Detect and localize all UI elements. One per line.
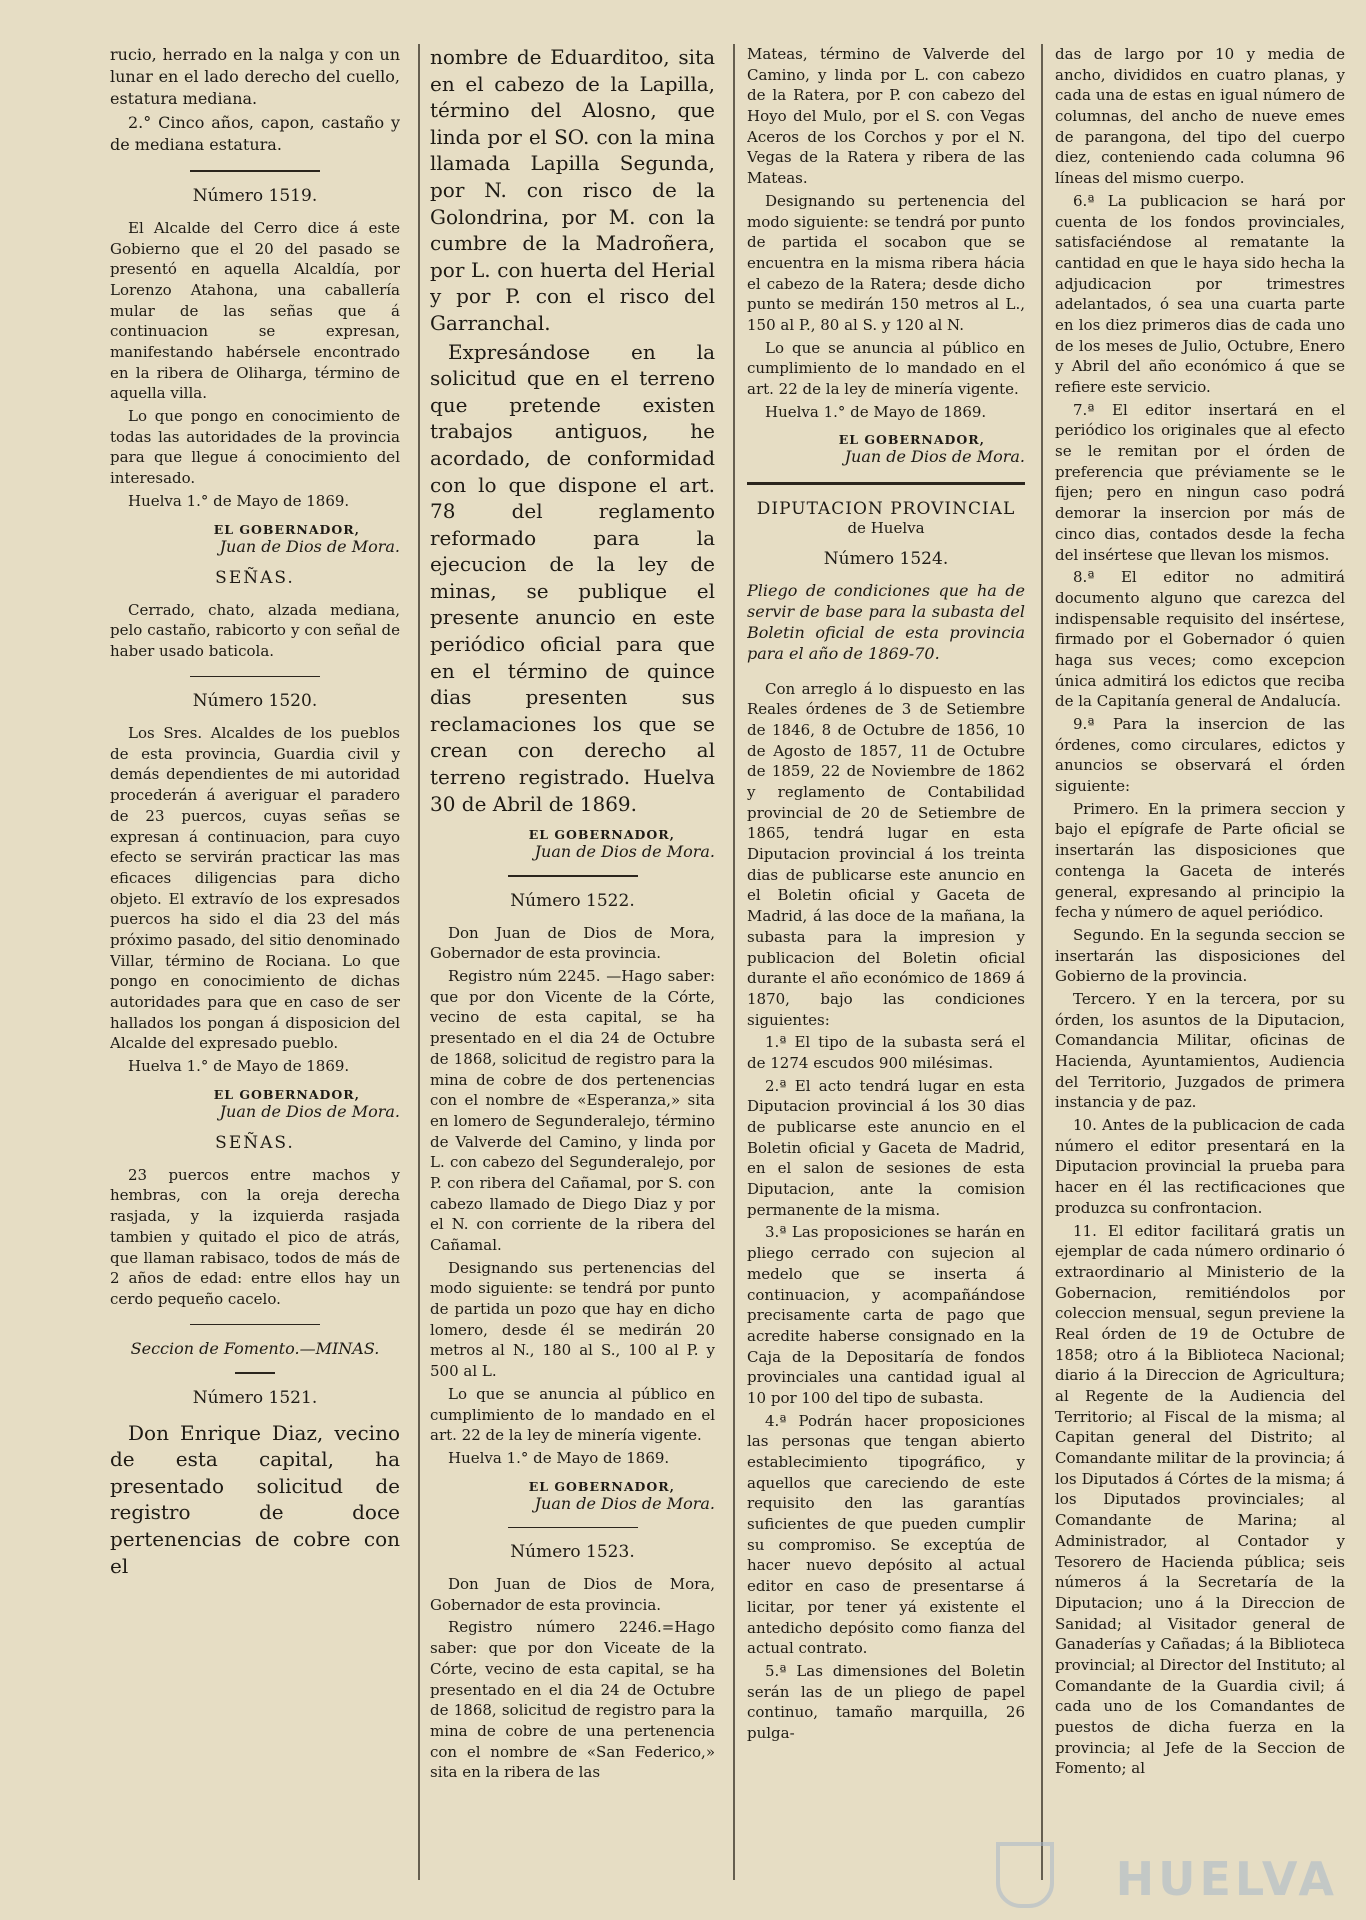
notice-number: Número 1524.: [823, 549, 949, 570]
signature-name: Juan de Dios de Mora.: [534, 842, 715, 862]
date-line: Huelva 1.° de Mayo de 1869.: [448, 1448, 670, 1467]
notice-number: Número 1523.: [510, 1542, 635, 1563]
section-subtitle: de Huelva: [847, 519, 925, 538]
notice-number: Número 1520.: [192, 691, 318, 712]
senas-heading: SEÑAS.: [215, 567, 295, 588]
signature-title: EL GOBERNADOR,: [213, 521, 360, 537]
paragraph: 23 puercos entre machos y hembras, con la oreja derecha rasjada, y la izquierda rasjada tambien y quitado el pico de atrás, que llaman rabisaco, todos de más de 2 años de edad: entre ellos hay un cerdo pequeño cacelo.: [110, 1165, 400, 1308]
paragraph: 3.ª Las proposiciones se harán en pliego cerrado con sujecion al medelo que se inserta á continuacion, y acompañándose precisamente carta de pago que acredite haberse consignado en la Caja de la Depositaría de fondos provinciales una cantidad igual al 10 por 100 del tipo de subasta.: [747, 1223, 1025, 1407]
column-2: [430, 44, 715, 1890]
paragraph: 11. El editor facilitará gratis un ejemplar de cada número ordinario ó extraordinario al Ministerio de la Gobernacion, remitiéndolos por coleccion mensual, segun previene la Real órden de 19 de Octubre de 1858; otro á la Biblioteca Nacional; diario á la Direccion de Agricultura; al Regente de la Audiencia del Territorio; al Fiscal de la misma; al Capitan general del Distrito; al Comandante militar de la provincia; á los Diputados á Córtes de la misma; á los Diputados provinciales; al Comandante de Marina; al Administrador, al Contador y Tesorero de Hacienda pública; seis números á la Secretaría de la Diputacion; uno á la Direccion de Sanidad; al Visitador general de Ganaderías y Cañadas; á la Biblioteca provincial; al Director del Instituto; al Comandante de la Guardia civil; á cada uno de los Comandantes de puestos de dicha fuerza en la provincia; al Jefe de la Seccion de Fomento; al: [1055, 1221, 1345, 1778]
paragraph: Lo que pongo en conocimiento de todas las autoridades de la provincia para que llegue á conocimiento del interesado.: [110, 407, 400, 488]
paragraph: El Alcalde del Cerro dice á este Gobierno que el 20 del pasado se presentó en aquella Alcaldía, por Lorenzo Atahona, una caballería mular de las señas que á continuacion se expresan, manifestando habérsele encontrado en la ribera de Oliharga, término de aquella villa.: [110, 218, 400, 403]
paragraph: Registro número 2246.=Hago saber: que por don Viceate de la Córte, vecino de esta capital, se ha presentado en el dia 24 de Octubre de 1868, solicitud de registro para la mina de cobre de una pertenencia con el nombre de «San Federico,» sita en la ribera de las: [430, 1618, 715, 1782]
column-divider: [1041, 44, 1043, 1880]
paragraph: 2.° Cinco años, capon, castaño y de mediana estatura.: [110, 113, 400, 155]
paragraph: Designando su pertenencia del modo siguiente: se tendrá por punto de partida el socabon que se encuentra en la misma ribera hácia el cabezo de la Ratera; desde dicho punto se medirán 150 metros al L., 150 al P., 80 al S. y 120 al N.: [747, 191, 1025, 334]
separator: [747, 482, 1025, 485]
paragraph: Mateas, término de Valverde del Camino, y linda por L. con cabezo de la Ratera, por P. con cabezo del Hoyo del Mulo, por el S. con Vegas Aceros de los Corchos y por el N. Vegas de la Ratera y ribera de las Mateas.: [747, 45, 1025, 188]
separator: [190, 170, 320, 172]
column-divider: [733, 44, 735, 1880]
separator: [190, 1324, 320, 1326]
paragraph: 7.ª El editor insertará en el periódico los originales que al efecto se le remitan por el órden de preferencia que préviamente se le fijen; pero en ningun caso podrá demorar la insercion por más de cinco dias, contados desde la fecha del insértese que llevan los mismos.: [1055, 400, 1345, 564]
paragraph: 4.ª Podrán hacer proposiciones las personas que tengan abierto establecimiento tipográfico, y aquellos que careciendo de este requisito den las garantías suficientes de que pueden cumplir su compromiso. Se exceptúa de hacer nuevo depósito al actual editor en caso de presentarse á licitar, por tener yá existente el antedicho depósito como fianza del actual contrato.: [747, 1411, 1025, 1658]
paragraph: nombre de Eduarditoo, sita en el cabezo de la Lapilla, término del Alosno, que linda por el SO. con la mina llamada Lapilla Segunda, por N. con risco de la Golondrina, por M. con la cumbre de la Madroñera, por L. con huerta del Herial y por P. con el risco del Garranchal.: [430, 45, 715, 335]
paragraph: Registro núm 2245. —Hago saber: que por don Vicente de la Córte, vecino de esta capital, se ha presentado en el dia 24 de Octubre de 1868, solicitud de registro para la mina de cobre de dos pertenencias con el nombre de «Esperanza,» sita en lomero de Segunderalejo, término de Valverde del Camino, y linda por L. con cabezo del Segunderalejo, por P. con ribera del Cañamal, por S. con cabezo llamado de Diego Diaz y por el N. con corriente de la ribera del Cañamal.: [430, 967, 715, 1255]
signature-title: EL GOBERNADOR,: [838, 432, 985, 448]
section-title: DIPUTACION PROVINCIAL: [756, 499, 1016, 520]
paragraph: 9.ª Para la insercion de las órdenes, como circulares, edictos y anuncios se observará el órden siguiente:: [1055, 715, 1345, 796]
paragraph: Don Enrique Diaz, vecino de esta capital, ha presentado solicitud de registro de doce pertenencias de cobre con el: [110, 1420, 400, 1578]
paragraph: 2.ª El acto tendrá lugar en esta Diputacion provincial á los 30 dias de publicarse este anuncio en el Boletin oficial y Gaceta de Madrid, en el salon de sesiones de esta Diputacion, ante la comision permanente de la misma.: [747, 1076, 1025, 1219]
separator: [235, 1372, 275, 1374]
paragraph: Tercero. Y en la tercera, por su órden, los asuntos de la Diputacion, Comandancia Militar, oficinas de Hacienda, Ayuntamientos, Audiencia del Territorio, Juzgados de primera instancia y de paz.: [1055, 989, 1345, 1112]
paragraph: Con arreglo á lo dispuesto en las Reales órdenes de 3 de Setiembre de 1846, 8 de Octubre de 1856, 10 de Agosto de 1857, 11 de Octubre de 1859, 22 de Noviembre de 1862 y reglamento de Contabilidad provincial de 20 de Setiembre de 1865, tendrá lugar en esta Diputacion provincial á los treinta dias de publicarse este anuncio en el Boletin oficial y Gaceta de Madrid, á las doce de la mañana, la subasta para la impresion y publicacion del Boletin oficial durante el año económico de 1869 á 1870, bajo las condiciones siguientes:: [747, 679, 1025, 1029]
signature-name: Juan de Dios de Mora.: [844, 447, 1025, 467]
date-line: Huelva 1.° de Mayo de 1869.: [128, 1057, 350, 1076]
column-divider: [418, 44, 420, 1880]
paragraph: Lo que se anuncia al público en cumplimiento de lo mandado en el art. 22 de la ley de minería vigente.: [430, 1384, 715, 1445]
paragraph: rucio, herrado en la nalga y con un lunar en el lado derecho del cuello, estatura mediana.: [110, 45, 400, 109]
date-line: Huelva 1.° de Mayo de 1869.: [765, 402, 987, 421]
paragraph: 8.ª El editor no admitirá documento alguno que carezca del indispensable requisito del insértese, firmado por el Gobernador ó quien haga sus veces; como excepcion única admitirá los edictos que reciba de la Capitanía general de Andalucía.: [1055, 568, 1345, 711]
notice-number: Número 1519.: [192, 185, 318, 206]
paragraph: 1.ª El tipo de la subasta será el de 1274 escudos 900 milésimas.: [747, 1033, 1025, 1072]
paragraph: 6.ª La publicacion se hará por cuenta de los fondos provinciales, satisfaciéndose al rematante la cantidad en que le haya sido hecha la adjudicacion por trimestres adelantados, ó sea una cuarta parte en los diez primeros dias de cada uno de los meses de Julio, Octubre, Enero y Abril del año económico á que se refiere este servicio.: [1055, 191, 1345, 396]
paragraph: Don Juan de Dios de Mora, Gobernador de esta provincia.: [430, 923, 715, 963]
section-heading: Seccion de Fomento.—MINAS.: [130, 1339, 380, 1359]
senas-heading: SEÑAS.: [215, 1132, 295, 1153]
signature-title: EL GOBERNADOR,: [213, 1086, 360, 1102]
signature-title: EL GOBERNADOR,: [528, 1478, 675, 1494]
column-4: [1055, 44, 1345, 1890]
signature-name: Juan de Dios de Mora.: [219, 1101, 400, 1121]
column-1: [110, 44, 400, 1890]
paragraph: Los Sres. Alcaldes de los pueblos de esta provincia, Guardia civil y demás dependientes de mi autoridad procederán á averiguar el paradero de 23 puercos, cuyas señas se expresan á continuacion, para cuyo efecto se servirán practicar las mas eficaces diligencias para dicho objeto. El extravío de los expresados puercos ha sido el dia 23 del más próximo pasado, del sitio denominado Villar, término de Rociana. Lo que pongo en conocimiento de dichas autoridades para que en caso de ser hallados los pongan á disposicion del Alcalde del expresado pueblo.: [110, 724, 400, 1053]
paragraph: Expresándose en la solicitud que en el terreno que pretende existen trabajos antiguos, he acordado, de conformidad con lo que dispone el art. 78 del reglamento reformado para la ejecucion de la ley de minas, se publique el presente anuncio en este periódico oficial para que en el término de quince dias presenten sus reclamaciones los que se crean con derecho al terreno registrado. Huelva 30 de Abril de 1869.: [430, 339, 715, 816]
paragraph: 5.ª Las dimensiones del Boletin serán las de un pliego de papel continuo, tamaño marquilla, 26 pulga-: [747, 1661, 1025, 1742]
watermark-logo: HUELVA: [1115, 1852, 1338, 1906]
separator: [508, 1527, 638, 1529]
signature-name: Juan de Dios de Mora.: [219, 536, 400, 556]
separator: [508, 875, 638, 877]
pliego-title: Pliego de condiciones que ha de servir de base para la subasta del Boletin oficial de esta provincia para el año de 1869-70.: [747, 581, 1025, 663]
notice-number: Número 1522.: [510, 890, 635, 911]
paragraph: Cerrado, chato, alzada mediana, pelo castaño, rabicorto y con señal de haber usado baticola.: [110, 600, 400, 660]
date-line: Huelva 1.° de Mayo de 1869.: [128, 491, 350, 510]
paragraph: Don Juan de Dios de Mora, Gobernador de esta provincia.: [430, 1575, 715, 1614]
paragraph: Designando sus pertenencias del modo siguiente: se tendrá por punto de partida un pozo que hay en dicho lomero, desde él se medirán 20 metros al N., 180 al S., 100 al P. y 500 al L.: [430, 1258, 715, 1381]
signature-title: EL GOBERNADOR,: [528, 827, 675, 843]
shield-icon: [996, 1842, 1054, 1908]
column-3: [747, 44, 1025, 1890]
paragraph: Lo que se anuncia al público en cumplimiento de lo mandado en el art. 22 de la ley de minería vigente.: [747, 338, 1025, 398]
separator: [190, 676, 320, 678]
paragraph: 10. Antes de la publicacion de cada número el editor presentará en la Diputacion provincial la prueba para hacer en él las rectificaciones que produzca su confrontacion.: [1055, 1116, 1345, 1217]
paragraph: das de largo por 10 y media de ancho, divididos en cuatro planas, y cada una de estas en igual número de columnas, del ancho de nueve emes de parangona, del tipo del cuerpo diez, conteniendo cada columna 96 líneas del mismo cuerpo.: [1055, 45, 1345, 188]
paragraph: Segundo. En la segunda seccion se insertarán las disposiciones del Gobierno de la provincia.: [1055, 925, 1345, 986]
paragraph: Primero. En la primera seccion y bajo el epígrafe de Parte oficial se insertarán las disposiciones que contenga la Gaceta de interés general, expresando al principio la fecha y número de aquel periódico.: [1055, 799, 1345, 922]
signature-name: Juan de Dios de Mora.: [534, 1493, 715, 1513]
notice-number: Número 1521.: [192, 1387, 318, 1408]
